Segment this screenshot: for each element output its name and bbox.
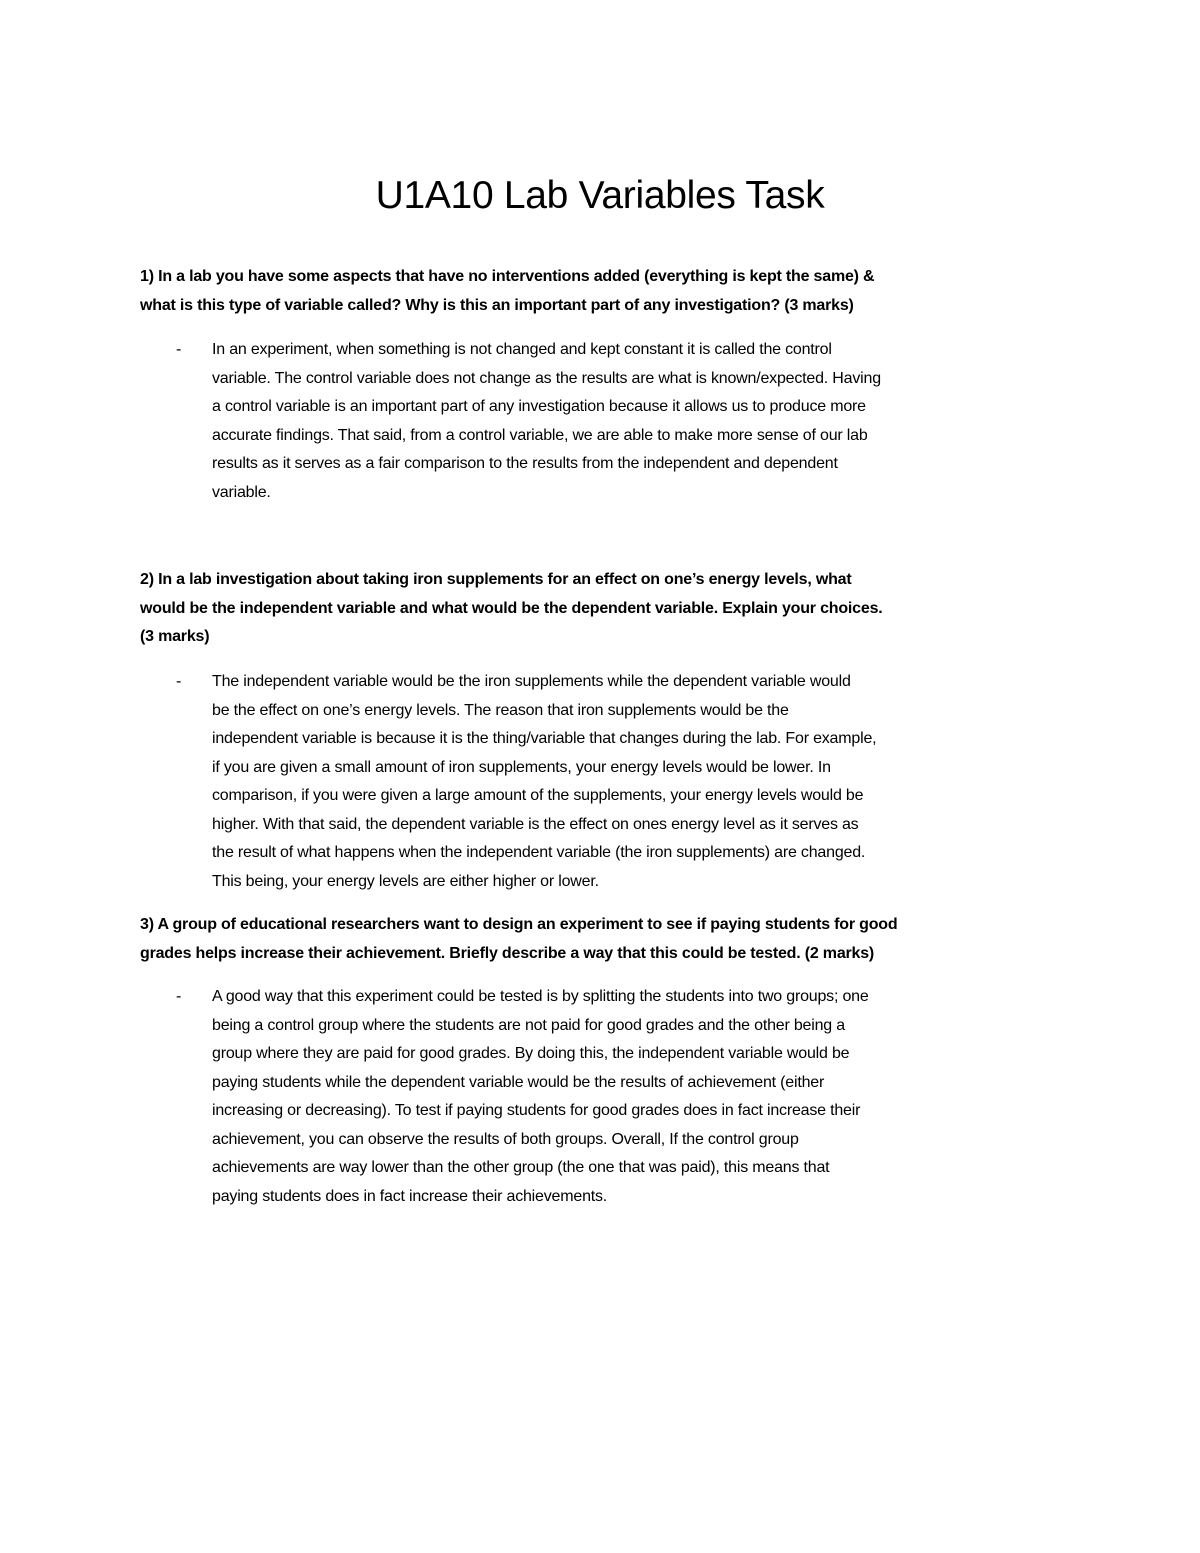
- question-line: (3 marks): [140, 628, 210, 646]
- answer-line: In an experiment, when something is not changed and kept constant it is called the control: [212, 341, 832, 358]
- question-2: [140, 566, 883, 652]
- answer-line: paying students while the dependent variable would be the results of achievement (either: [212, 1073, 825, 1091]
- answer-line: This being, your energy levels are either higher or lower.: [212, 872, 599, 890]
- question-3: [140, 911, 897, 968]
- answer-line: higher. With that said, the dependent variable is the effect on ones energy level as it serves as: [212, 815, 859, 833]
- answer-line: group where they are paid for good grades. By doing this, the independent variable would be: [212, 1045, 850, 1062]
- question-line: 3) A group of educational researchers want to design an experiment to see if paying students for good: [140, 916, 898, 933]
- bullet-dash: -: [176, 673, 182, 690]
- answer-3: [176, 983, 869, 1211]
- answer-line: accurate findings. That said, from a control variable, we are able to make more sense of our lab: [212, 426, 868, 444]
- answer-line: variable. The control variable does not change as the results are what is known/expected. Having: [212, 369, 881, 387]
- answer-line: results as it serves as a fair comparison to the results from the independent and dependent: [212, 455, 838, 472]
- document-title: U1A10 Lab Variables Task: [375, 174, 825, 218]
- question-line: 1) In a lab you have some aspects that have no interventions added (everything is kept the same) &: [140, 268, 875, 285]
- answer-line: independent variable is because it is the thing/variable that changes during the lab. For example,: [212, 730, 877, 747]
- bullet-dash: -: [176, 988, 182, 1005]
- answer-line: A good way that this experiment could be tested is by splitting the students into two groups; one: [212, 988, 869, 1005]
- answer-line: comparison, if you were given a large amount of the supplements, your energy levels would be: [212, 787, 864, 804]
- answer-line: the result of what happens when the independent variable (the iron supplements) are changed.: [212, 844, 866, 861]
- bullet-dash: -: [176, 341, 182, 358]
- question-line: grades helps increase their achievement. Briefly describe a way that this could be tested. (2 marks): [140, 944, 875, 962]
- answer-1: [176, 336, 881, 507]
- question-line: 2) In a lab investigation about taking iron supplements for an effect on one’s energy levels, what: [140, 571, 852, 588]
- question-line: what is this type of variable called? Why is this an important part of any investigation? (3 marks): [140, 296, 854, 314]
- answer-line: variable.: [212, 483, 271, 501]
- answer-line: a control variable is an important part of any investigation because it allows us to produce more: [212, 398, 866, 415]
- answer-line: The independent variable would be the iron supplements while the dependent variable would: [212, 673, 851, 690]
- answer-line: achievement, you can observe the results of both groups. Overall, If the control group: [212, 1130, 799, 1148]
- answer-line: if you are given a small amount of iron supplements, your energy levels would be lower. In: [212, 758, 831, 776]
- answer-line: increasing or decreasing). To test if paying students for good grades does in fact increase their: [212, 1102, 861, 1119]
- answer-line: be the effect on one’s energy levels. The reason that iron supplements would be the: [212, 701, 789, 719]
- answer-line: being a control group where the students are not paid for good grades and the other being a: [212, 1016, 845, 1034]
- answer-2: [176, 668, 877, 896]
- answer-line: achievements are way lower than the other group (the one that was paid), this means that: [212, 1159, 830, 1176]
- answer-line: paying students does in fact increase their achievements.: [212, 1187, 608, 1205]
- question-1: [140, 263, 874, 320]
- question-line: would be the independent variable and what would be the dependent variable. Explain your choices.: [140, 599, 883, 617]
